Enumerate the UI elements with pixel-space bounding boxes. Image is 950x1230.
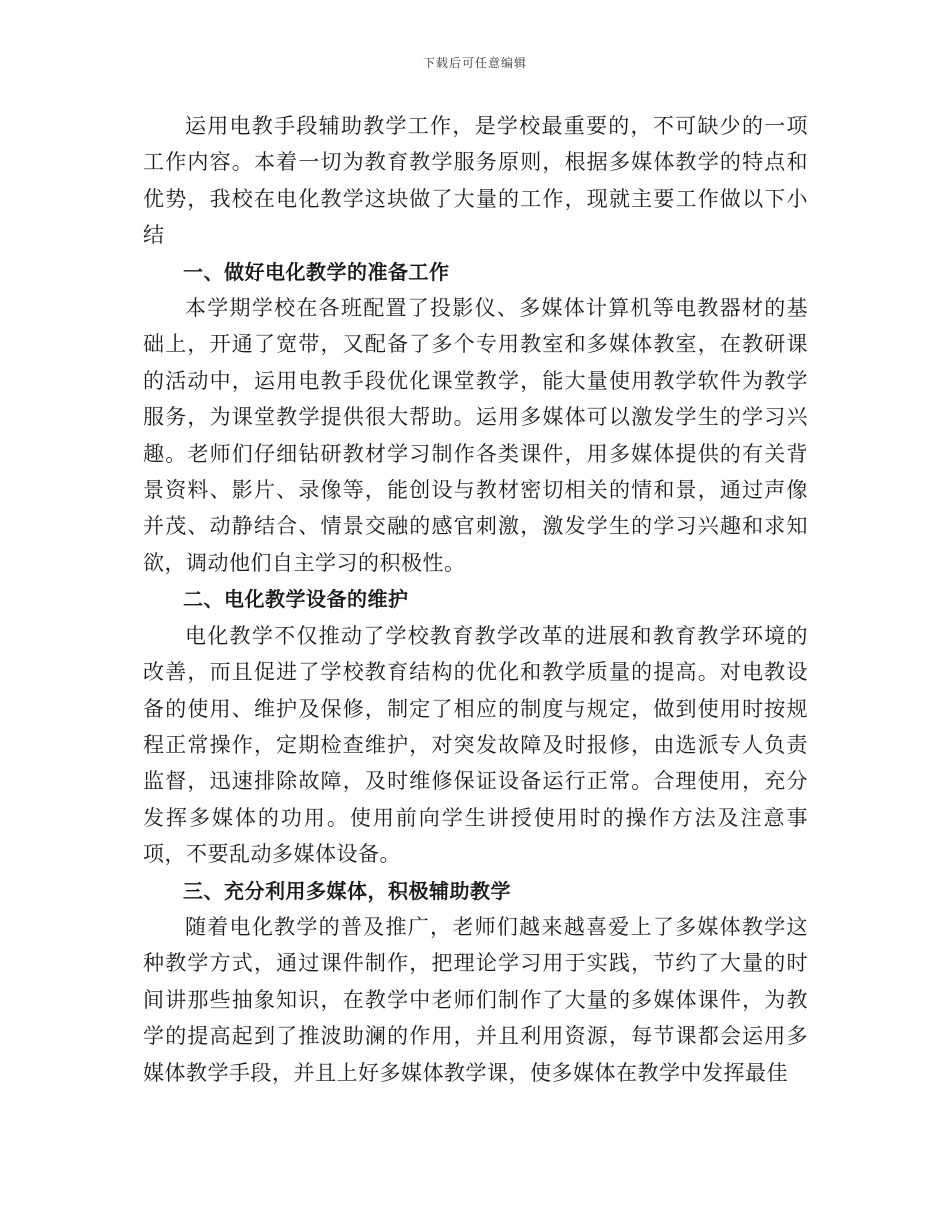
document-body [143, 108, 808, 1091]
section-heading-2: 二、电化教学设备的维护 [183, 587, 409, 612]
section-heading-3: 三、充分利用多媒体，积极辅助教学 [183, 878, 511, 903]
intro-paragraph: 运用电教手段辅助教学工作，是学校最重要的，不可缺少的一项工作内容。本着一切为教育教学服务原则，根据多媒体教学的特点和优势，我校在电化教学这块做了大量的工作，现就主要工作做以下小结 [143, 114, 808, 248]
section-paragraph-1: 本学期学校在各班配置了投影仪、多媒体计算机等电教器材的基础上，开通了宽带，又配备了多个专用教室和多媒体教室，在教研课的活动中，运用电教手段优化课堂教学，能大量使用教学软件为教学服务，为课堂教学提供很大帮助。运用多媒体可以激发学生的学习兴趣。老师们仔细钻研教材学习制作各类课件，用多媒体提供的有关背景资料、影片、录像等，能创设与教材密切相关的情和景，通过声像并茂、动静结合、情景交融的感官刺激，激发学生的学习兴趣和求知欲，调动他们自主学习的积极性。 [143, 296, 808, 575]
section-paragraph-3: 随着电化教学的普及推广，老师们越来越喜爱上了多媒体教学这种教学方式，通过课件制作，把理论学习用于实践，节约了大量的时间讲那些抽象知识，在教学中老师们制作了大量的多媒体课件，为教学的提高起到了推波助澜的作用，并且利用资源，每节课都会运用多媒体教学手段，并且上好多媒体教学课，使多媒体在教学中发挥最佳 [143, 914, 808, 1085]
section-heading-1: 一、做好电化教学的准备工作 [183, 259, 450, 284]
page-header: 下载后可任意编辑 [422, 56, 527, 70]
section-paragraph-2: 电化教学不仅推动了学校教育教学改革的进展和教育教学环境的改善，而且促进了学校教育结构的优化和教学质量的提高。对电教设备的使用、维护及保修，制定了相应的制度与规定，做到使用时按规程正常操作，定期检查维护，对突发故障及时报修，由选派专人负责监督，迅速排除故障，及时维修保证设备运行正常。合理使用，充分发挥多媒体的功用。使用前向学生讲授使用时的操作方法及注意事项，不要乱动多媒体设备。 [143, 623, 808, 867]
